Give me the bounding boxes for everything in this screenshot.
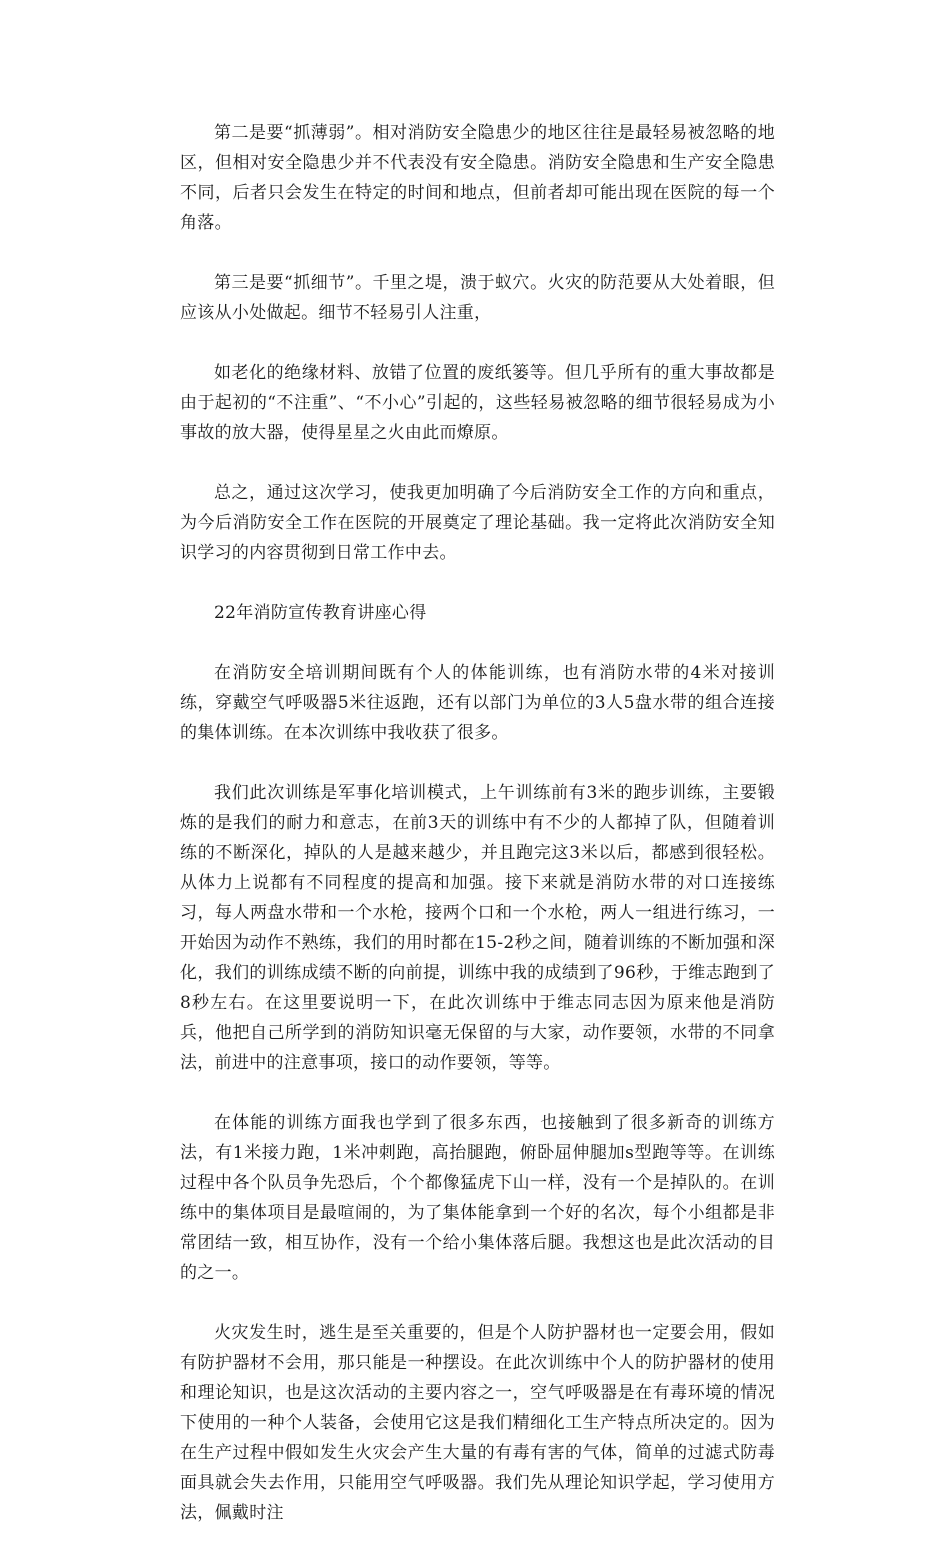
paragraph-military-training: 我们此次训练是军事化培训模式，上午训练前有3米的跑步训练，主要锻炼的是我们的耐力和意志，在前3天的训练中有不少的人都掉了队，但随着训练的不断深化，掉队的人是越来越少，并且跑完这3米以后，都感到很轻松。从体力上说都有不同程度的提高和加强。接下来就是消防水带的对口连接练习，每人两盘水带和一个水枪，接两个口和一个水枪，两人一组进行练习，一开始因为动作不熟练，我们的用时都在15-2秒之间，随着训练的不断加强和深化，我们的训练成绩不断的向前提，训练中我的成绩到了96秒，于维志跑到了8秒左右。在这里要说明一下，在此次训练中于维志同志因为原来他是消防兵，他把自己所学到的消防知识毫无保留的与大家，动作要领，水带的不同拿法，前进中的注意事项，接口的动作要领，等等。 [180, 783, 775, 1073]
paragraph-grasp-details: 第三是要“抓细节”。千里之堤，溃于蚁穴。火灾的防范要从大处着眼，但应该从小处做起。细节不轻易引人注重， [180, 273, 775, 323]
section-heading: 22年消防宣传教育讲座心得 [214, 603, 427, 623]
document-body [180, 118, 775, 1558]
paragraph-conclusion: 总之，通过这次学习，使我更加明确了今后消防安全工作的方向和重点，为今后消防安全工作在医院的开展奠定了理论基础。我一定将此次消防安全知识学习的内容贯彻到日常工作中去。 [180, 483, 775, 563]
paragraph-physical-training: 在体能的训练方面我也学到了很多东西，也接触到了很多新奇的训练方法，有1米接力跑，1米冲刺跑，高抬腿跑，俯卧屈伸腿加s型跑等等。在训练过程中各个队员争先恐后，个个都像猛虎下山一样，没有一个是掉队的。在训练中的集体项目是最喧闹的，为了集体能拿到一个好的名次，每个小组都是非常团结一致，相互协作，没有一个给小集体落后腿。我想这也是此次活动的目的之一。 [180, 1113, 775, 1283]
paragraph-training-overview: 在消防安全培训期间既有个人的体能训练，也有消防水带的4米对接训练，穿戴空气呼吸器5米往返跑，还有以部门为单位的3人5盘水带的组合连接的集体训练。在本次训练中我收获了很多。 [180, 663, 775, 743]
paragraph-protective-equipment: 火灾发生时，逃生是至关重要的，但是个人防护器材也一定要会用，假如有防护器材不会用，那只能是一种摆设。在此次训练中个人的防护器材的使用和理论知识，也是这次活动的主要内容之一，空气呼吸器是在有毒环境的情况下使用的一种个人装备，会使用它这是我们精细化工生产特点所决定的。因为在生产过程中假如发生火灾会产生大量的有毒有害的气体，简单的过滤式防毒面具就会失去作用，只能用空气呼吸器。我们先从理论知识学起，学习使用方法，佩戴时注 [180, 1323, 775, 1523]
paragraph-details-examples: 如老化的绝缘材料、放错了位置的废纸篓等。但几乎所有的重大事故都是由于起初的“不注重”、“不小心”引起的，这些轻易被忽略的细节很轻易成为小事故的放大器，使得星星之火由此而燎原。 [180, 363, 775, 443]
paragraph-grasp-weak-points: 第二是要“抓薄弱”。相对消防安全隐患少的地区往往是最轻易被忽略的地区，但相对安全隐患少并不代表没有安全隐患。消防安全隐患和生产安全隐患不同，后者只会发生在特定的时间和地点，但前者却可能出现在医院的每一个角落。 [180, 123, 775, 233]
